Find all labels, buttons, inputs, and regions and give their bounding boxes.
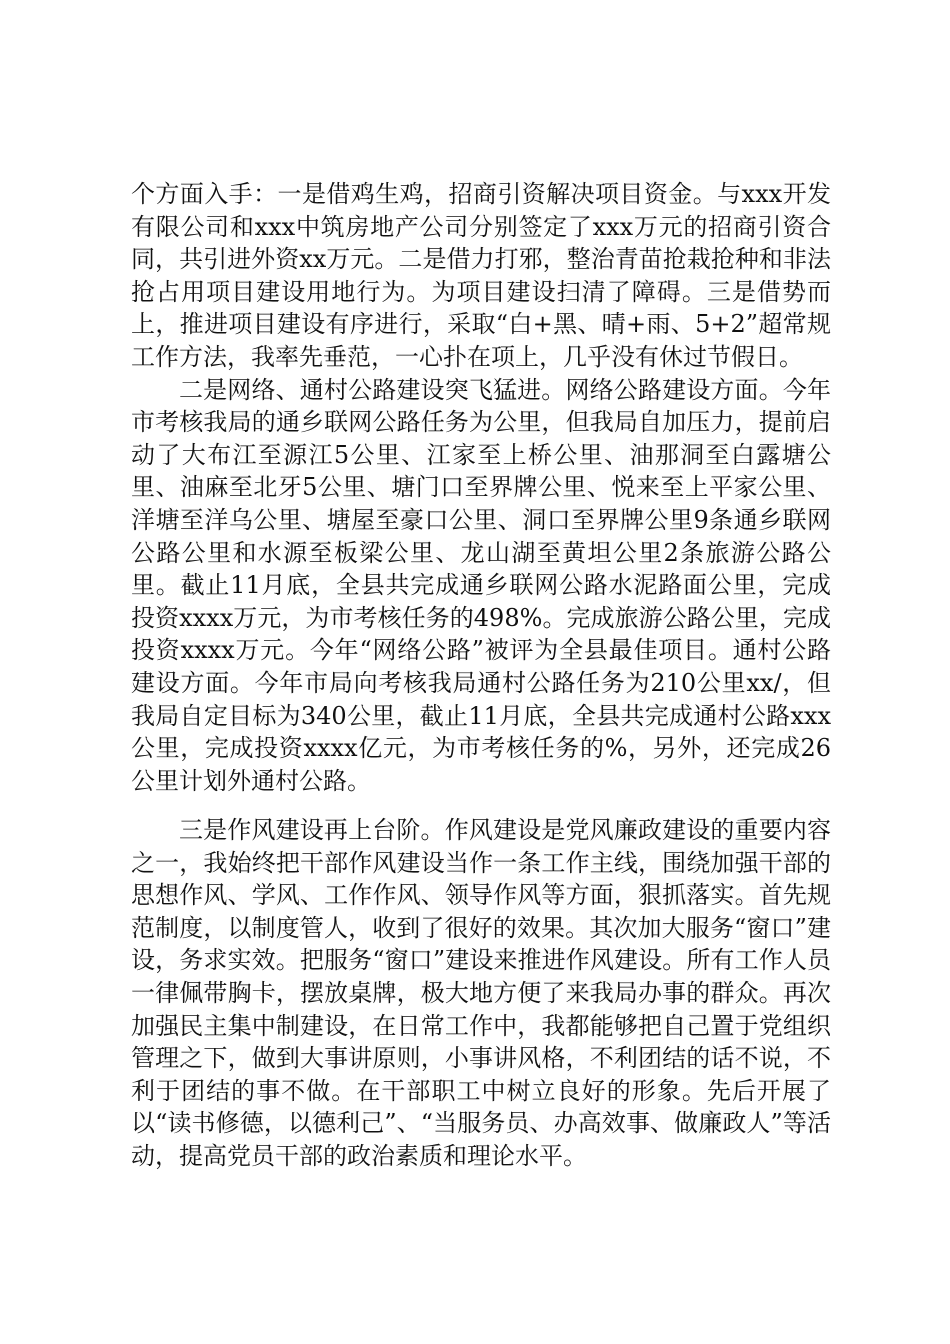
document-body-upper bbox=[131, 178, 831, 797]
paragraph-project-funding: 个方面入手：一是借鸡生鸡，招商引资解决项目资金。与xxx开发有限公司和xxx中筑房地产公司分别签定了xxx万元的招商引资合同，共引进外资xx万元。二是借力打邪，整治青苗抢栽抢种和非法抢占用项目建设用地行为。为项目建设扫清了障碍。三是借势而上，推进项目建设有序进行，采取“白+黑、晴+雨、5+2”超常规工作方法，我率先垂范，一心扑在项上，几乎没有休过节假日。 bbox=[131, 180, 831, 371]
paragraph-work-style: 三是作风建设再上台阶。作风建设是党风廉政建设的重要内容之一，我始终把干部作风建设当作一条工作主线，围绕加强干部的思想作风、学风、工作作风、领导作风等方面，狠抓落实。首先规范制度，以制度管人，收到了很好的效果。其次加大服务“窗口”建设，务求实效。把服务“窗口”建设来推进作风建设。所有工作人员一律佩带胸卡，摆放桌牌，极大地方便了来我局办事的群众。再次加强民主集中制建设，在日常工作中，我都能够把自己置于党组织管理之下，做到大事讲原则，小事讲风格，不利团结的话不说，不利于团结的事不做。在干部职工中树立良好的形象。先后开展了以“读书修德，以德利己”、“当服务员、办高效事、做廉政人”等活动，提高党员干部的政治素质和理论水平。 bbox=[131, 816, 831, 1170]
document-body-lower bbox=[131, 814, 831, 1173]
paragraph-road-construction: 二是网络、通村公路建设突飞猛进。网络公路建设方面。今年市考核我局的通乡联网公路任务为公里，但我局自加压力，提前启动了大布江至源江5公里、江家至上桥公里、油那洞至白露塘公里、油麻至北牙5公里、塘门口至界牌公里、悦来至上平家公里、洋塘至洋乌公里、塘屋至豪口公里、洞口至界牌公里9条通乡联网公路公里和水源至板梁公里、龙山湖至黄坦公里2条旅游公路公里。截止11月底，全县共完成通乡联网公路水泥路面公里，完成投资xxxx万元，为市考核任务的498%。完成旅游公路公里，完成投资xxxx万元。今年“网络公路”被评为全县最佳项目。通村公路建设方面。今年市局向考核我局通村公路任务为210公里xx/，但我局自定目标为340公里，截止11月底，全县共完成通村公路xxx公里，完成投资xxxx亿元，为市考核任务的%，另外，还完成26公里计划外通村公路。 bbox=[131, 375, 831, 795]
